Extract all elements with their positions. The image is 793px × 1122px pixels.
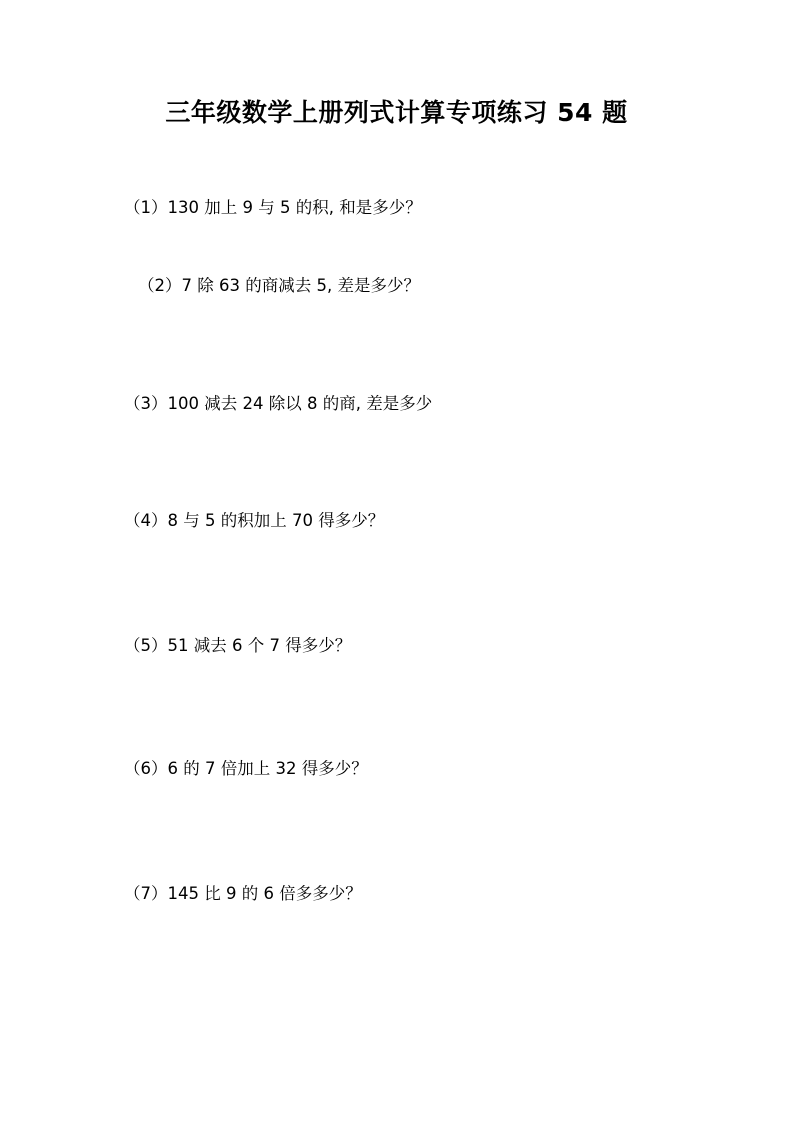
list-item: （1）130 加上 9 与 5 的积, 和是多少？ — [124, 198, 422, 217]
list-item: （7）145 比 9 的 6 倍多多少？ — [124, 883, 362, 903]
list-item: （5）51 减去 6 个 7 得多少？ — [124, 636, 352, 655]
list-item: （3）100 减去 24 除以 8 的商, 差是多少 — [124, 393, 433, 413]
list-item: （4）8 与 5 的积加上 70 得多少？ — [124, 511, 385, 531]
page-title: 三年级数学上册列式计算专项练习 54 题 — [165, 98, 628, 127]
question-list — [0, 196, 793, 906]
list-item: （6）6 的 7 倍加上 32 得多少？ — [124, 758, 368, 778]
list-item: （2）7 除 63 的商减去 5, 差是多少？ — [138, 275, 420, 295]
